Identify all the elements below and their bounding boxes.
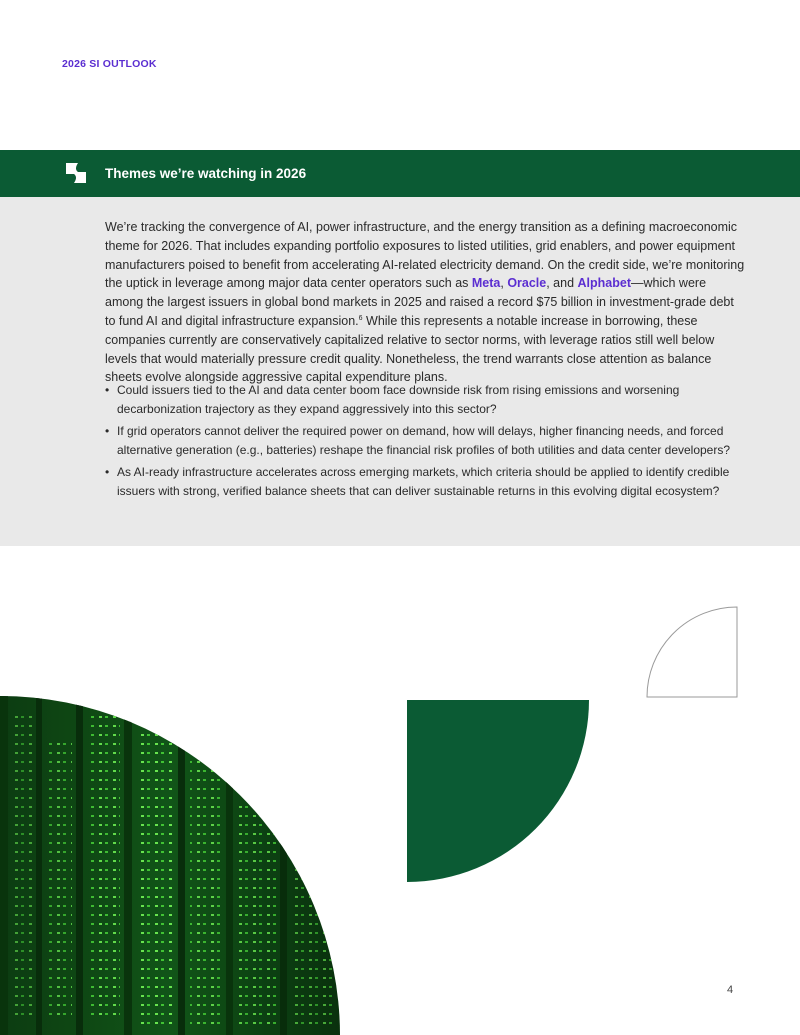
paragraph-text-3: While this represents a notable increase in borrowing, these companies currently are conservatively capitalized relative to sector norms, with leverage ratios still well below levels that would materially pressure credit quality. Nonetheless, the trend warrants close attention as balance sheets evolve alongside aggressive capital expenditure plans. [105,313,715,385]
list-item-text: Could issuers tied to the AI and data center boom face downside risk from rising emissions and worsening decarbonization trajectory as they expand aggressively into this sector? [117,383,680,416]
data-center-server-image [0,696,345,1035]
list-item [105,422,745,459]
separator-2: , and [546,276,578,291]
list-item-text: As AI-ready infrastructure accelerates across emerging markets, which criteria should be applied to identify credible issuers with strong, verified balance sheets that can deliver sustainable returns in this evolving digital ecosystem? [117,465,730,498]
list-item [105,463,745,500]
list-item-text: If grid operators cannot deliver the required power on demand, how will delays, higher financing needs, and forced alternative generation (e.g., batteries) reshape the financial risk profiles of both utilities and data center developers? [117,424,731,457]
quarter-circle-outline [645,605,741,701]
compass-star-icon [64,161,88,185]
document-header-label: 2026 SI OUTLOOK [62,58,157,70]
green-quarter-circle [407,700,590,883]
bullet-dot: • [105,383,110,397]
banner-title: Themes we’re watching in 2026 [105,166,307,181]
bullet-dot: • [105,465,110,479]
paragraph-text-2: —which were among the largest issuers in global bond markets in 2025 and raised a record $75 billion in investment-grade debt to fund AI and digital infrastructure expansion. [105,276,734,328]
company-meta: Meta [471,276,501,291]
footnote-ref: 6 [358,314,363,322]
question-list [105,381,745,504]
bullet-dot: • [105,424,110,438]
page-number: 4 [727,984,734,996]
themes-panel [0,197,800,546]
company-oracle: Oracle [507,276,547,291]
body-paragraph [105,218,745,387]
company-alphabet: Alphabet [577,276,631,291]
separator-1: , [500,276,508,291]
themes-banner [0,150,800,197]
list-item [105,381,745,418]
paragraph-text-1: We’re tracking the convergence of AI, power infrastructure, and the energy transition as a defining macroeconomic theme for 2026. That includes expanding portfolio exposures to listed utilities, grid enablers, and power equipment manufacturers poised to benefit from accelerating AI-related electricity demand. On the credit side, we’re monitoring the uptick in leverage among major data center operators such as [105,220,745,291]
